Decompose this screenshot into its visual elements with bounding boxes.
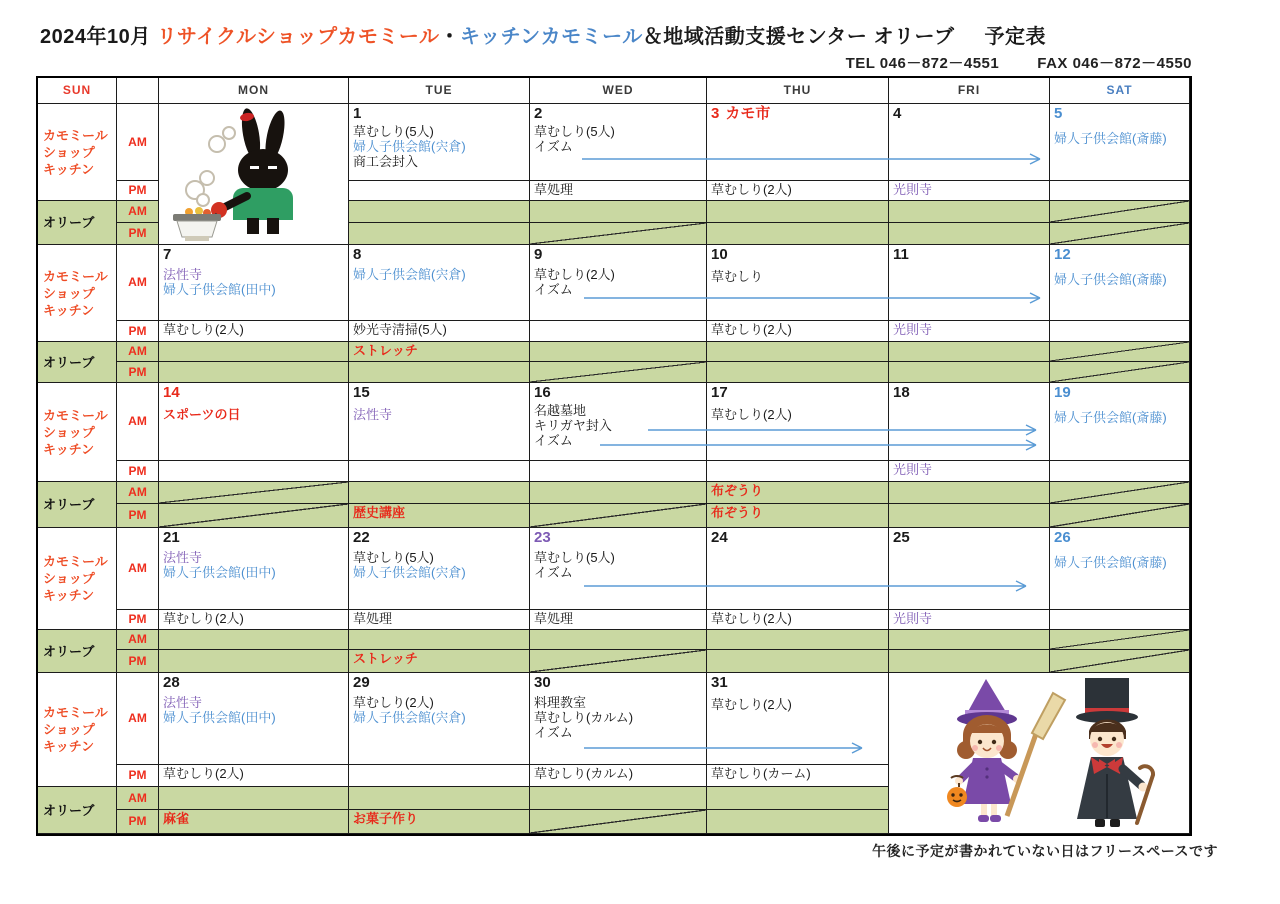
day-number: 10 [711, 246, 728, 263]
event-label: 草むしり(2人) [163, 766, 244, 781]
event-label: 布ぞうり [711, 505, 764, 520]
week-5 [38, 673, 1190, 834]
olive-pm-label: PM [117, 223, 159, 245]
kamomile-label [38, 245, 117, 342]
olive-am-label: AM [117, 342, 159, 362]
event-label: ストレッチ [353, 651, 418, 666]
header-thu: THU [707, 78, 889, 104]
day21-am-cell [159, 528, 349, 610]
day-number: 16 [534, 384, 551, 401]
kamomile-label [38, 673, 117, 787]
day-number-text: 3 [711, 105, 720, 122]
pm-label: PM [117, 321, 159, 342]
day30-olive-am-cell [530, 787, 707, 810]
event-label: 法性寺 [163, 267, 203, 282]
day31-olive-am-cell [707, 787, 889, 810]
day4-olive-pm-cell [889, 223, 1050, 245]
header-sun: SUN [38, 78, 117, 104]
day-number: 8 [353, 246, 362, 263]
day11-olive-pm-cell [889, 362, 1050, 383]
day-number: 15 [353, 384, 370, 401]
event-label: 草処理 [534, 611, 574, 626]
day3-olive-am-cell [707, 201, 889, 223]
day11-am-cell [889, 245, 1050, 321]
day24-am-cell [707, 528, 889, 610]
event-label: 草むしり [711, 269, 764, 284]
day-number: 7 [163, 246, 172, 263]
day28-pm-cell [159, 765, 349, 787]
day3-pm-cell [707, 181, 889, 201]
day21-olive-am-cell [159, 630, 349, 650]
day9-am-cell [530, 245, 707, 321]
day19-olive-am-closed-cell [1050, 482, 1190, 504]
event-label: イズム [534, 282, 573, 297]
event-label: 妙光寺清掃(5人) [353, 322, 447, 337]
day26-pm-cell [1050, 610, 1190, 630]
day8-olive-am-cell [349, 342, 530, 362]
day14-olive-pm-closed-cell [159, 504, 349, 528]
halloween-children-illustration [889, 673, 1190, 834]
event-label: 草処理 [534, 182, 574, 197]
kamomile-label [38, 528, 117, 630]
day7-am-cell [159, 245, 349, 321]
day10-pm-cell [707, 321, 889, 342]
day-number: 26 [1054, 529, 1071, 546]
event-label: 婦人子供会館(田中) [163, 710, 276, 725]
day4-pm-cell [889, 181, 1050, 201]
day31-am-cell [707, 673, 889, 765]
day18-olive-pm-cell [889, 504, 1050, 528]
kamomile-label-line: キッチン [43, 161, 95, 177]
event-label: 商工会封入 [353, 154, 419, 169]
event-label: 草処理 [353, 611, 393, 626]
title-year-month: 2024年10月 [40, 26, 151, 48]
title-separator: ・ [439, 26, 461, 48]
event-label: 婦人子供会館(宍倉) [353, 565, 466, 580]
day2-olive-pm-closed-cell [530, 223, 707, 245]
day24-olive-pm-cell [707, 650, 889, 673]
am-label: AM [117, 104, 159, 181]
olive-am-label: AM [117, 482, 159, 504]
kamomile-label-line: キッチン [43, 441, 95, 457]
day16-olive-pm-closed-cell [530, 504, 707, 528]
day-number: 1 [353, 105, 362, 122]
day-number: 4 [893, 105, 902, 122]
event-label: 婦人子供会館(宍倉) [353, 139, 466, 154]
event-label: 婦人子供会館(斎藤) [1054, 410, 1167, 425]
day17-am-cell [707, 383, 889, 461]
event-label: 名越墓地 [534, 403, 587, 418]
kamomile-label-line: ショップ [43, 285, 95, 301]
day-number: 29 [353, 674, 370, 691]
event-label: お菓子作り [353, 811, 419, 826]
event-label: 婦人子供会館(斎藤) [1054, 272, 1167, 287]
event-label: 草むしり(2人) [534, 267, 615, 282]
event-label: 草むしり(2人) [711, 322, 792, 337]
rabbit-cooking-illustration [159, 104, 349, 245]
olive-am-label: AM [117, 201, 159, 223]
week-1 [38, 104, 1190, 245]
event-label: イズム [534, 433, 573, 448]
header-wed: WED [530, 78, 707, 104]
day26-olive-pm-closed-cell [1050, 650, 1190, 673]
event-label: 草むしり(5人) [534, 124, 615, 139]
day-number: 14 [163, 384, 180, 401]
rabbit-illustration-svg [159, 104, 347, 243]
event-label: 婦人子供会館(田中) [163, 282, 276, 297]
day12-olive-pm-closed-cell [1050, 362, 1190, 383]
day8-pm-cell [349, 321, 530, 342]
holiday-label: カモ市 [725, 105, 771, 122]
day28-olive-am-cell [159, 787, 349, 810]
day23-olive-pm-closed-cell [530, 650, 707, 673]
day22-pm-cell [349, 610, 530, 630]
day22-olive-am-cell [349, 630, 530, 650]
day30-olive-pm-closed-cell [530, 810, 707, 834]
day22-am-cell [349, 528, 530, 610]
day26-am-cell [1050, 528, 1190, 610]
pm-label: PM [117, 610, 159, 630]
day12-pm-cell [1050, 321, 1190, 342]
day3-am-cell [707, 104, 889, 181]
day29-olive-pm-cell [349, 810, 530, 834]
kamomile-label-line: キッチン [43, 588, 95, 603]
day29-olive-am-cell [349, 787, 530, 810]
day21-olive-pm-cell [159, 650, 349, 673]
day8-olive-pm-cell [349, 362, 530, 383]
day1-am-cell [349, 104, 530, 181]
day18-pm-cell [889, 461, 1050, 482]
event-label: 草むしり(カルム) [534, 766, 634, 781]
event-label: 草むしり(5人) [534, 550, 615, 565]
day25-pm-cell [889, 610, 1050, 630]
day-number: 12 [1054, 246, 1071, 263]
event-label: 草むしり(5人) [353, 550, 434, 565]
event-label: 歴史講座 [353, 505, 406, 520]
pm-label: PM [117, 181, 159, 201]
day30-am-cell [530, 673, 707, 765]
day1-pm-cell [349, 181, 530, 201]
weekday-header-row [38, 78, 1190, 104]
event-label: 草むしり(2人) [711, 407, 792, 422]
day25-olive-am-cell [889, 630, 1050, 650]
kamomile-label-line: ショップ [43, 722, 95, 737]
event-label: 草むしり(2人) [711, 611, 792, 626]
day11-olive-am-cell [889, 342, 1050, 362]
event-label: 草むしり(2人) [163, 611, 244, 626]
day3-olive-pm-cell [707, 223, 889, 245]
event-label: キリガヤ封入 [534, 418, 612, 433]
olive-am-label: AM [117, 787, 159, 810]
day21-pm-cell [159, 610, 349, 630]
day14-pm-cell [159, 461, 349, 482]
tel-number: TEL 046－872－4551 [845, 55, 1000, 72]
event-label: 草むしり(カーム) [711, 766, 811, 781]
day8-am-cell [349, 245, 530, 321]
event-label: 婦人子供会館(田中) [163, 565, 276, 580]
event-label: 麻雀 [163, 811, 190, 826]
kamomile-label-line: カモミール [43, 705, 108, 720]
day5-am-cell [1050, 104, 1190, 181]
day-number: 25 [893, 529, 910, 546]
day4-olive-am-cell [889, 201, 1050, 223]
title-shop-name: リサイクルショップカモミール [156, 26, 440, 48]
day2-olive-am-cell [530, 201, 707, 223]
day-number: 28 [163, 674, 180, 691]
event-label: 草むしり(5人) [353, 124, 434, 139]
day-number [711, 105, 884, 122]
olive-label: オリーブ [38, 201, 117, 245]
event-label: イズム [534, 725, 573, 740]
kamomile-label [38, 104, 117, 201]
day-number: 19 [1054, 384, 1071, 401]
halloween-illustration-svg [889, 673, 1189, 833]
day5-olive-pm-closed-cell [1050, 223, 1190, 245]
day26-olive-am-closed-cell [1050, 630, 1190, 650]
day10-am-cell [707, 245, 889, 321]
day23-am-cell [530, 528, 707, 610]
day-number: 5 [1054, 105, 1063, 122]
week-2 [38, 245, 1190, 383]
day-number: 31 [711, 674, 728, 691]
day23-olive-am-cell [530, 630, 707, 650]
am-label: AM [117, 383, 159, 461]
am-label: AM [117, 245, 159, 321]
olive-label: オリーブ [38, 482, 117, 528]
olive-pm-label: PM [117, 504, 159, 528]
day9-pm-cell [530, 321, 707, 342]
day5-olive-am-closed-cell [1050, 201, 1190, 223]
event-label: 草むしり(カルム) [534, 710, 634, 725]
day12-am-cell [1050, 245, 1190, 321]
event-label: 法性寺 [353, 407, 393, 422]
kamomile-label-line: キッチン [43, 739, 95, 754]
olive-label: オリーブ [38, 630, 117, 673]
day29-am-cell [349, 673, 530, 765]
kamomile-label-line: ショップ [43, 144, 95, 160]
kamomile-label-line: ショップ [43, 571, 95, 586]
day24-pm-cell [707, 610, 889, 630]
day22-olive-pm-cell [349, 650, 530, 673]
day7-olive-pm-cell [159, 362, 349, 383]
day14-am-cell [159, 383, 349, 461]
event-label: 草むしり(2人) [163, 322, 244, 337]
day25-am-cell [889, 528, 1050, 610]
day5-pm-cell [1050, 181, 1190, 201]
day24-olive-am-cell [707, 630, 889, 650]
day18-olive-am-cell [889, 482, 1050, 504]
day18-am-cell [889, 383, 1050, 461]
event-label: 光則寺 [893, 611, 933, 626]
pm-label: PM [117, 765, 159, 787]
day19-am-cell [1050, 383, 1190, 461]
kamomile-label-line: カモミール [43, 554, 108, 569]
header-mon: MON [159, 78, 349, 104]
title-center-name: ＆地域活動支援センター オリーブ [642, 26, 955, 48]
event-label: 法性寺 [163, 695, 203, 710]
contact-info [846, 52, 1192, 73]
olive-am-label: AM [117, 630, 159, 650]
day9-olive-pm-closed-cell [530, 362, 707, 383]
day-number: 23 [534, 529, 551, 546]
event-label: 法性寺 [163, 550, 203, 565]
event-label: イズム [534, 565, 573, 580]
event-label: 婦人子供会館(斎藤) [1054, 555, 1167, 570]
kamomile-label [38, 383, 117, 482]
kamomile-label-line: カモミール [43, 268, 108, 284]
day16-am-cell [530, 383, 707, 461]
header-sat: SAT [1050, 78, 1190, 104]
olive-pm-label: PM [117, 810, 159, 834]
header-ampm-spacer [117, 78, 159, 104]
day17-olive-pm-cell [707, 504, 889, 528]
day28-am-cell [159, 673, 349, 765]
day10-olive-am-cell [707, 342, 889, 362]
event-label: 布ぞうり [711, 483, 764, 498]
event-label: ストレッチ [353, 343, 418, 358]
pm-label: PM [117, 461, 159, 482]
day19-olive-pm-closed-cell [1050, 504, 1190, 528]
header-tue: TUE [349, 78, 530, 104]
day-number: 18 [893, 384, 910, 401]
event-label: イズム [534, 139, 573, 154]
day19-pm-cell [1050, 461, 1190, 482]
day7-olive-am-cell [159, 342, 349, 362]
day15-pm-cell [349, 461, 530, 482]
day9-olive-am-cell [530, 342, 707, 362]
event-label: 婦人子供会館(宍倉) [353, 710, 466, 725]
olive-label: オリーブ [38, 787, 117, 834]
day15-olive-am-cell [349, 482, 530, 504]
page-title [40, 20, 1046, 49]
day7-pm-cell [159, 321, 349, 342]
day-number: 2 [534, 105, 543, 122]
day23-pm-cell [530, 610, 707, 630]
day-number: 30 [534, 674, 551, 691]
day14-olive-am-closed-cell [159, 482, 349, 504]
day2-pm-cell [530, 181, 707, 201]
kamomile-label-line: キッチン [43, 302, 95, 318]
day1-olive-pm-cell [349, 223, 530, 245]
day-number: 22 [353, 529, 370, 546]
day-number: 11 [893, 246, 909, 263]
day17-olive-am-cell [707, 482, 889, 504]
fax-number: FAX 046－872－4550 [1037, 55, 1192, 72]
day12-olive-am-closed-cell [1050, 342, 1190, 362]
week-4 [38, 528, 1190, 673]
day30-pm-cell [530, 765, 707, 787]
kamomile-label-line: カモミール [43, 407, 108, 423]
event-label: 草むしり(2人) [353, 695, 434, 710]
olive-pm-label: PM [117, 362, 159, 383]
event-label: 草むしり(2人) [711, 182, 792, 197]
olive-label: オリーブ [38, 342, 117, 383]
kamomile-label-line: カモミール [43, 127, 108, 143]
day31-pm-cell [707, 765, 889, 787]
am-label: AM [117, 673, 159, 765]
footnote: 午後に予定が書かれていない日はフリースペースです [872, 843, 1219, 859]
day15-am-cell [349, 383, 530, 461]
title-kitchen-name: キッチンカモミール [460, 26, 643, 48]
schedule-table [36, 76, 1192, 836]
day29-pm-cell [349, 765, 530, 787]
am-label: AM [117, 528, 159, 610]
day4-am-cell [889, 104, 1050, 181]
event-label: 草むしり(2人) [711, 697, 792, 712]
header-fri: FRI [889, 78, 1050, 104]
day31-olive-pm-cell [707, 810, 889, 834]
week-3 [38, 383, 1190, 528]
event-label: 婦人子供会館(宍倉) [353, 267, 466, 282]
day11-pm-cell [889, 321, 1050, 342]
day17-pm-cell [707, 461, 889, 482]
day25-olive-pm-cell [889, 650, 1050, 673]
day15-olive-pm-cell [349, 504, 530, 528]
day28-olive-pm-cell [159, 810, 349, 834]
event-label: 料理教室 [534, 695, 587, 710]
day-number: 17 [711, 384, 728, 401]
day2-am-cell [530, 104, 707, 181]
day16-olive-am-cell [530, 482, 707, 504]
event-label: 婦人子供会館(斎藤) [1054, 131, 1167, 146]
day-number: 21 [163, 529, 180, 546]
day1-olive-am-cell [349, 201, 530, 223]
day10-olive-pm-cell [707, 362, 889, 383]
day-number: 9 [534, 246, 543, 263]
title-schedule-word: 予定表 [984, 26, 1046, 48]
olive-pm-label: PM [117, 650, 159, 673]
kamomile-label-line: ショップ [43, 424, 95, 440]
day16-pm-cell [530, 461, 707, 482]
day-number: 24 [711, 529, 728, 546]
event-label: 光則寺 [893, 182, 933, 197]
event-label: 光則寺 [893, 322, 933, 337]
event-label: 光則寺 [893, 462, 933, 477]
holiday-label: スポーツの日 [163, 407, 241, 422]
